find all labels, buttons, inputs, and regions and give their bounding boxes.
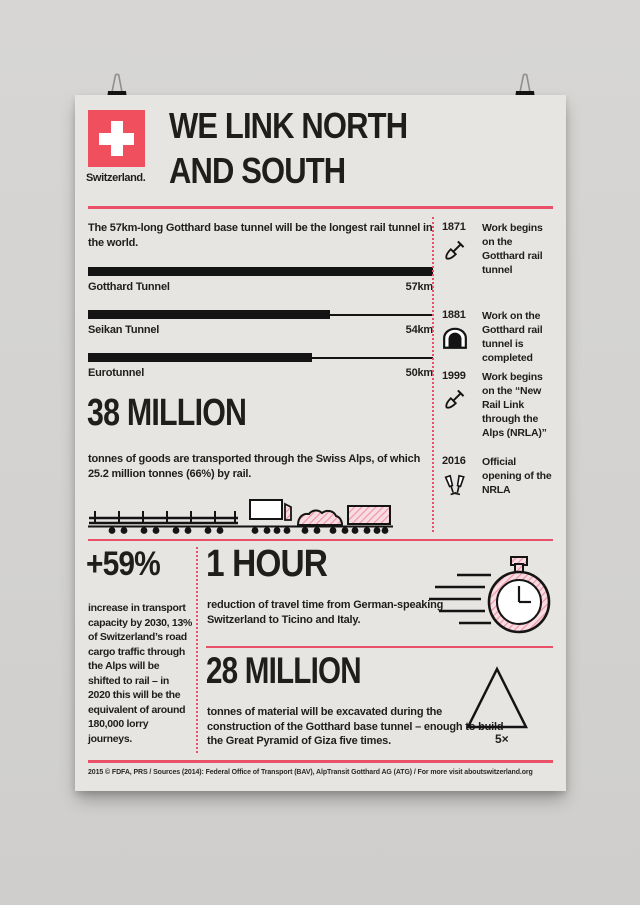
tunnel-bar-label: Eurotunnel xyxy=(88,367,145,379)
travel-rule xyxy=(206,646,553,648)
timeline-entry xyxy=(442,455,554,508)
mid-rule xyxy=(88,539,553,541)
poster xyxy=(75,95,566,791)
page-title xyxy=(169,103,407,193)
timeline-text: Work on the Gotthard rail tunnel is completed xyxy=(482,310,543,364)
timeline-entry xyxy=(442,309,554,365)
timeline-entry xyxy=(442,370,554,440)
tunnel-bar xyxy=(88,267,433,276)
brand-label: Switzerland. xyxy=(86,172,146,184)
timeline-text: Official opening of the NRLA xyxy=(482,456,552,496)
tunnel-bar-row xyxy=(88,353,433,379)
capacity-headline: +59% xyxy=(86,545,160,583)
pyramid-icon xyxy=(466,666,528,730)
timeline-year: 1871 xyxy=(442,221,466,233)
tunnel-bar-label: Gotthard Tunnel xyxy=(88,281,170,293)
travel-headline: 1 HOUR xyxy=(206,543,328,585)
tunnel-bar-row xyxy=(88,310,433,336)
title-line-2: AND SOUTH xyxy=(169,150,346,191)
travel-body-text: reduction of travel time from German-speaking Switzerland to Ticino and Italy. xyxy=(207,599,444,626)
timeline-year: 1881 xyxy=(442,309,466,321)
timeline-entry xyxy=(442,221,554,277)
timeline-text: Work begins on the Gotthard rail tunnel xyxy=(482,222,543,276)
tunnel-bar-value: 57km xyxy=(405,281,433,293)
tunnel-bar-row xyxy=(88,267,433,293)
shovel-icon xyxy=(442,239,466,265)
timeline-year: 1999 xyxy=(442,370,466,382)
champagne-glasses-icon xyxy=(442,473,468,503)
header-rule xyxy=(88,206,553,209)
pyramid-multiplier-label: 5× xyxy=(495,732,509,746)
stopwatch-icon xyxy=(427,547,553,639)
goods-headline: 38 MILLION xyxy=(87,392,247,434)
tunnel-bar xyxy=(88,353,433,362)
tunnel-bar-value: 50km xyxy=(405,367,433,379)
timeline-year: 2016 xyxy=(442,455,466,467)
freight-train-illustration xyxy=(87,491,417,535)
excavation-headline: 28 MILLION xyxy=(206,650,361,691)
swiss-flag-logo xyxy=(88,110,145,167)
title-line-1: WE LINK NORTH xyxy=(169,105,408,146)
shovel-icon xyxy=(442,388,466,414)
capacity-body-text: increase in transport capacity by 2030, 13% of Switzerland’s road cargo traffic through the Alps will be shifted to rail – in 2020 this will be the equivalent of around 180,000 lorry journeys. xyxy=(88,602,193,745)
excavation-body-text: tonnes of material will be excavated during the construction of the Gotthard base tunnel – enough to build the Great Pyramid of Giza five times. xyxy=(207,706,504,747)
tunnel-bar xyxy=(88,310,433,319)
goods-body-text: tonnes of goods are transported through the Swiss Alps, of which 25.2 million tonnes (66%) by rail. xyxy=(88,453,421,480)
footer-credits: 2015 © FDFA, PRS / Sources (2014): Federal Office of Transport (BAV), AlpTransit Gotthard AG (ATG) / For more visit aboutswitzerland.org xyxy=(88,769,533,776)
tunnel-bar-label: Seikan Tunnel xyxy=(88,324,160,336)
timeline-divider xyxy=(432,217,434,532)
tunnel-intro-text: The 57km-long Gotthard base tunnel will be the longest rail tunnel in the world. xyxy=(88,222,433,249)
capacity-divider xyxy=(196,547,198,753)
footer-rule xyxy=(88,760,553,763)
speed-lines xyxy=(429,575,491,623)
tunnel-bar-value: 54km xyxy=(405,324,433,336)
timeline-text: Work begins on the “New Rail Link through the Alps (NRLA)” xyxy=(482,371,547,439)
tunnel-icon xyxy=(442,327,468,349)
